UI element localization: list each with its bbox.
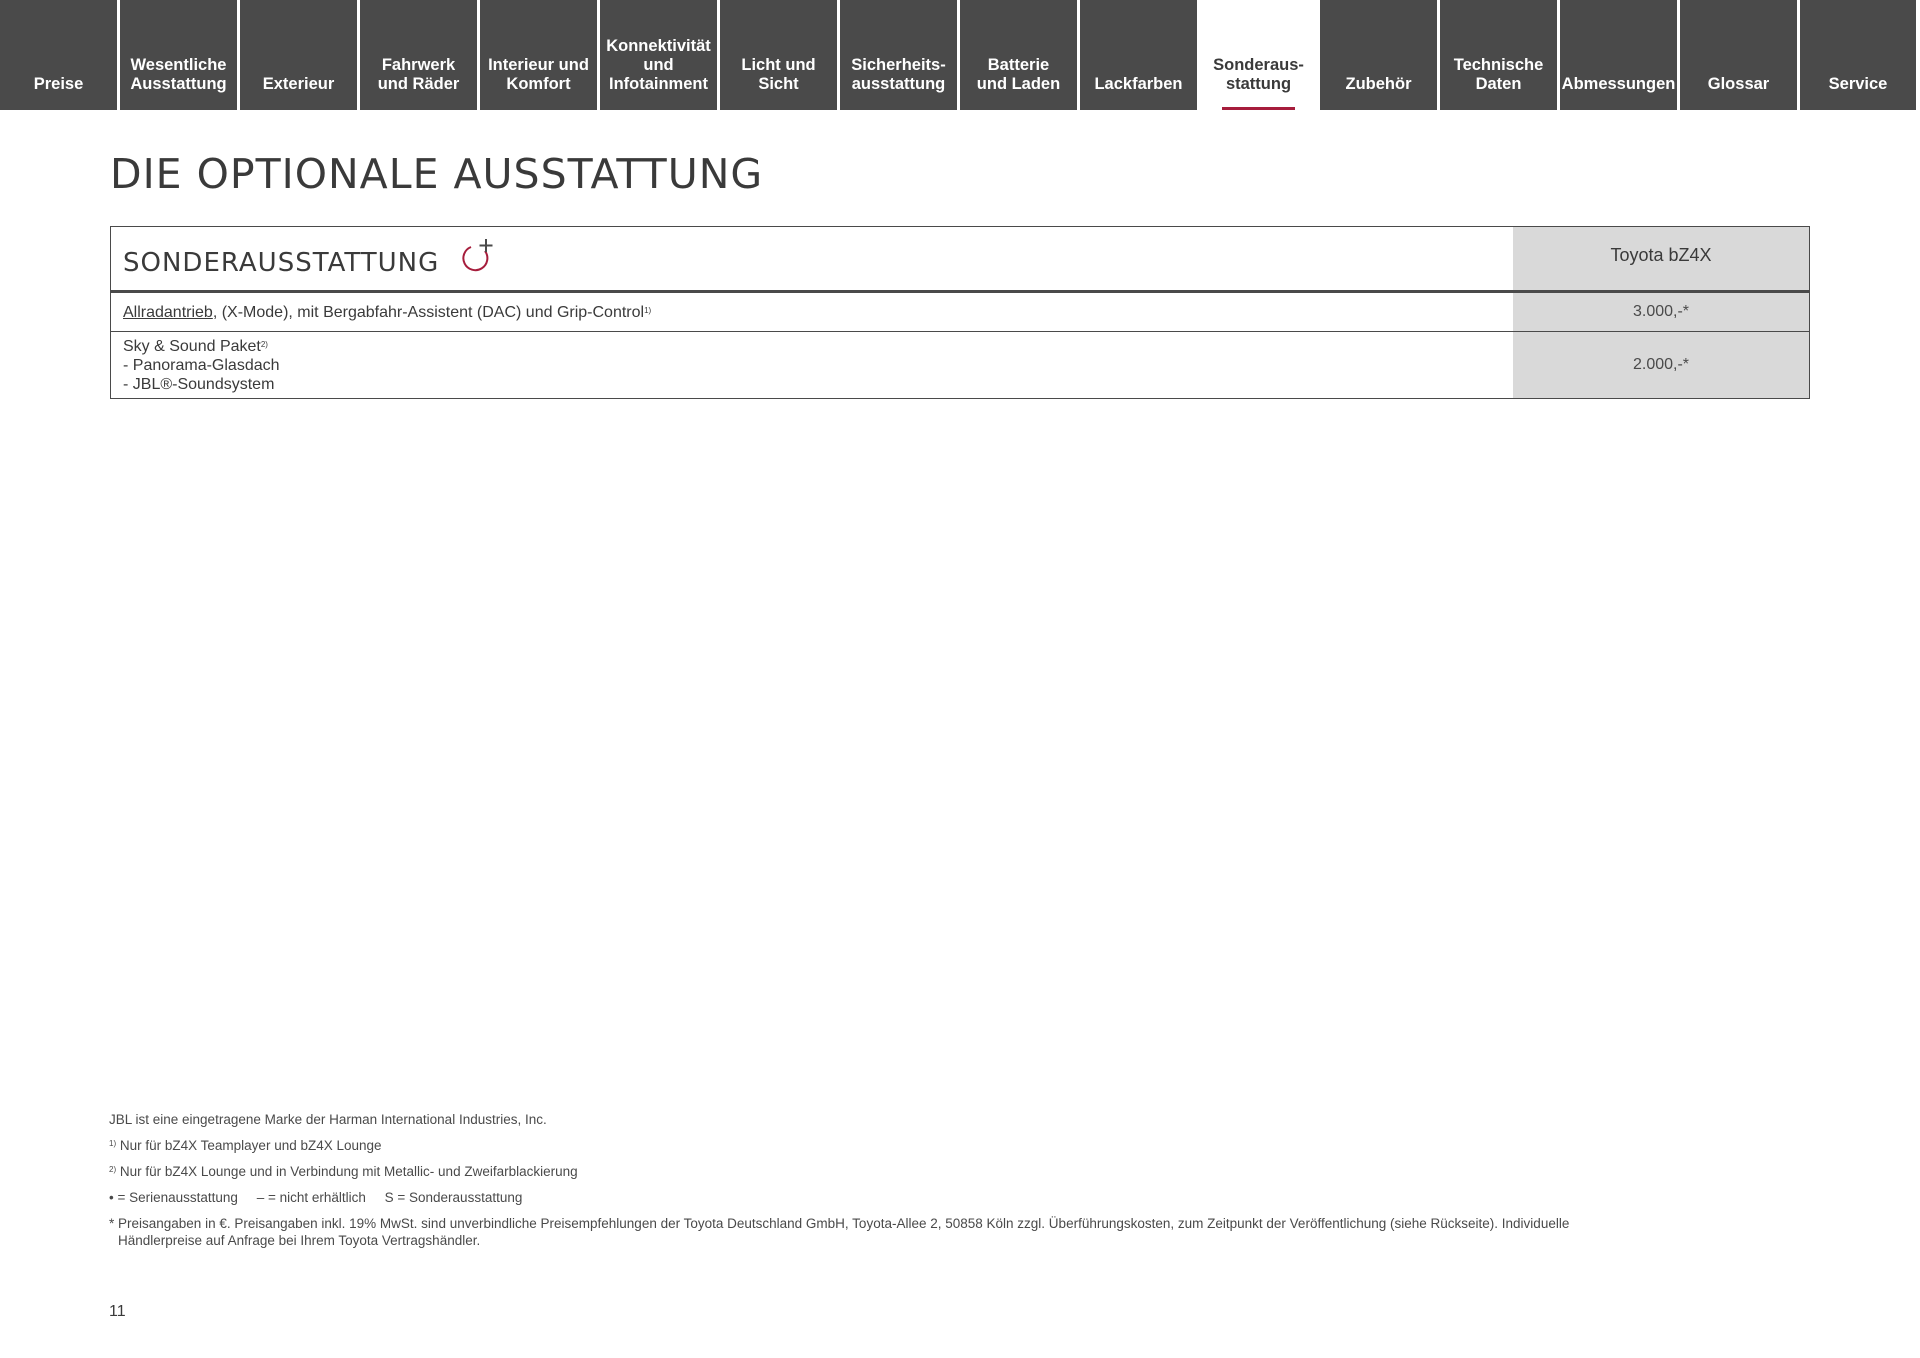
tab-sicherheitsausstattung[interactable]: Sicherheits- ausstattung [840, 0, 957, 110]
footnote-2: $^{2)}$ Nur für bZ4X Lounge und in Verbindung mit Metallic- und Zweifarblackierung [109, 1164, 578, 1179]
column-header-model: Toyota bZ4X [1513, 227, 1809, 290]
allradantrieb-link[interactable]: Allradantrieb [123, 303, 213, 321]
footnote-1: $^{1)}$ Nur für bZ4X Teamplayer und bZ4X Lounge [109, 1138, 382, 1153]
tab-zubehoer[interactable]: Zubehör [1320, 0, 1437, 110]
circle-plus-icon [459, 237, 497, 275]
table-row [111, 331, 1809, 398]
section-header [111, 227, 1513, 290]
table-header-row [111, 227, 1809, 292]
tab-batterie-und-laden[interactable]: Batterie und Laden [960, 0, 1077, 110]
footnotes [109, 1111, 1809, 1258]
price-note-continued: Händlerpreise auf Anfrage bei Ihrem Toyota Vertragshändler. [118, 1233, 481, 1248]
tab-glossar[interactable]: Glossar [1680, 0, 1797, 110]
footnote-jbl: JBL ist eine eingetragene Marke der Harman International Industries, Inc. [109, 1112, 547, 1127]
tab-licht-und-sicht[interactable]: Licht und Sicht [720, 0, 837, 110]
package-name: Sky & Sound Paket [123, 337, 261, 355]
row-description: , (X-Mode), mit Bergabfahr-Assistent (DAC) und Grip-Control [212, 303, 645, 321]
tab-exterieur[interactable]: Exterieur [240, 0, 357, 110]
top-navigation [0, 0, 1920, 110]
tab-lackfarben[interactable]: Lackfarben [1080, 0, 1197, 110]
section-title: SONDERAUSSTATTUNG [123, 247, 440, 278]
price-note: * Preisangaben in €. Preisangaben inkl. 19% MwSt. sind unverbindliche Preisempfehlungen der Toyota Deutschland GmbH, Toyota-Allee 2, 50858 Köln zzgl. Überführungskosten, zum Zeitpunkt der Veröffentlichung (siehe Rückseite). Individuelle [109, 1216, 1570, 1231]
page-number: 11 [109, 1303, 126, 1320]
tab-abmessungen[interactable]: Abmessungen [1560, 0, 1677, 110]
package-item: - JBL®-Soundsystem [123, 375, 275, 393]
tab-wesentliche-ausstattung[interactable]: Wesentliche Ausstattung [120, 0, 237, 110]
footnote-marker: 1) [644, 305, 652, 315]
row-label [111, 293, 1513, 331]
tab-preise[interactable]: Preise [0, 0, 117, 110]
row-price: 3.000,-* [1513, 293, 1809, 331]
footnote-marker: 2) [260, 339, 268, 349]
page-title: DIE OPTIONALE AUSSTATTUNG [110, 150, 764, 198]
table-row [111, 292, 1809, 331]
tab-konnektivitaet-und-infotainment[interactable]: Konnektivität und Infotainment [600, 0, 717, 110]
legend: • = Serienausstattung – = nicht erhältlich S = Sonderausstattung [109, 1190, 523, 1205]
options-table [110, 226, 1810, 399]
tab-sonderausstattung[interactable]: Sonderaus- stattung [1200, 0, 1317, 110]
tab-fahrwerk-und-raeder[interactable]: Fahrwerk und Räder [360, 0, 477, 110]
tab-technische-daten[interactable]: Technische Daten [1440, 0, 1557, 110]
package-item: - Panorama-Glasdach [123, 356, 280, 374]
tab-service[interactable]: Service [1800, 0, 1916, 110]
row-label [111, 332, 1513, 398]
tab-interieur-und-komfort[interactable]: Interieur und Komfort [480, 0, 597, 110]
row-price: 2.000,-* [1513, 332, 1809, 398]
